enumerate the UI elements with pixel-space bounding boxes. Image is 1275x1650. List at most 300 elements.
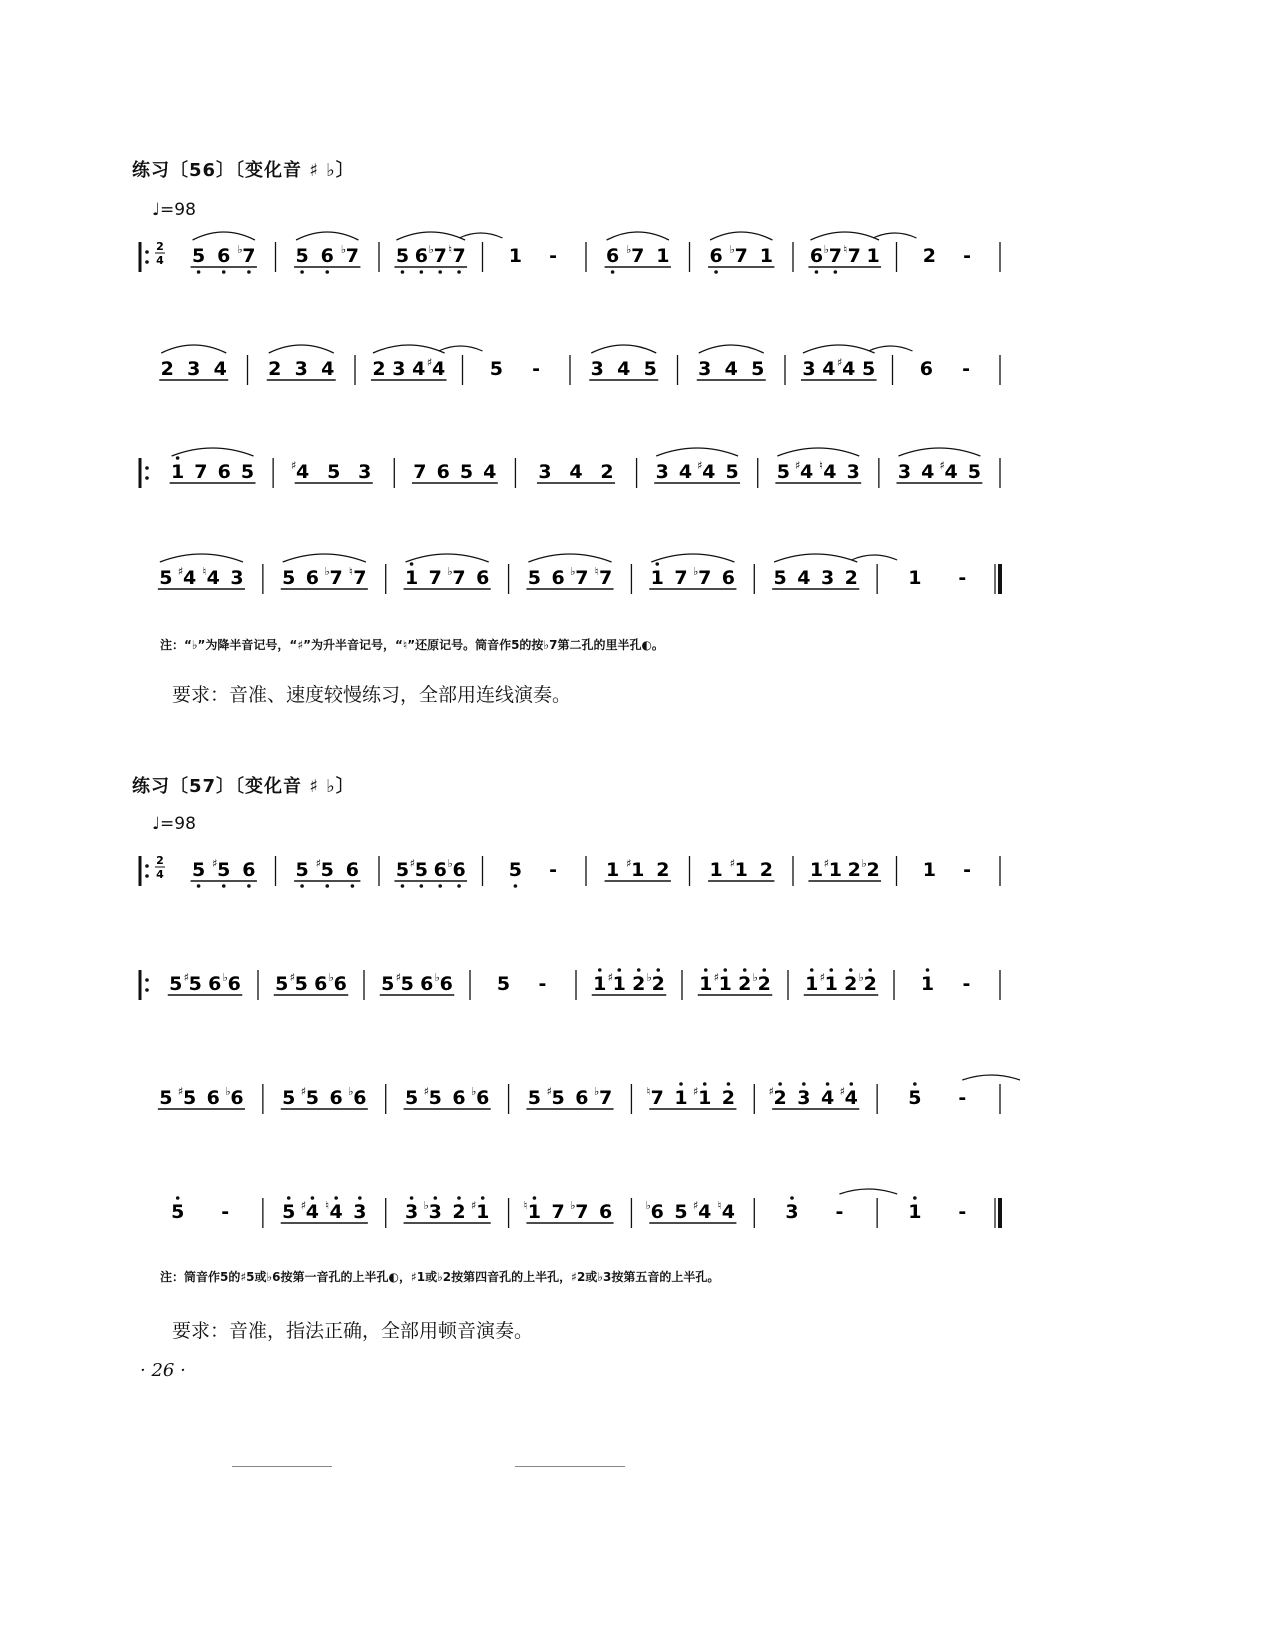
- time-signature-numerator: 2: [156, 854, 164, 867]
- dash-note: -: [549, 859, 558, 881]
- accidental: ♭: [423, 1199, 429, 1212]
- high-octave-dot: [679, 1082, 683, 1086]
- jianpu-note: 5: [275, 973, 289, 995]
- dash-note: -: [549, 245, 558, 267]
- jianpu-note: 6: [476, 1087, 490, 1109]
- accidental: ♯: [626, 857, 632, 870]
- jianpu-note: 6: [305, 567, 320, 589]
- jianpu-note: 4: [329, 1201, 343, 1223]
- jianpu-note: 3: [785, 1201, 799, 1223]
- exercise-57-footnote: 注：筒音作5的♯5或♭6按第一音孔的上半孔◐，♯1或♭2按第四音孔的上半孔，♯2或♭3按第五音的上半孔。: [160, 1270, 720, 1284]
- accidental: ♯: [315, 857, 321, 870]
- high-octave-dot: [410, 1196, 414, 1200]
- jianpu-note: 6: [320, 245, 334, 267]
- high-octave-dot: [778, 1082, 782, 1086]
- jianpu-note: 5: [159, 567, 173, 589]
- accidental: ♯: [300, 1085, 307, 1098]
- high-octave-dot: [802, 1082, 806, 1086]
- jianpu-note: 1: [922, 859, 936, 881]
- jianpu-note: 6: [208, 973, 222, 995]
- jianpu-note: 6: [439, 973, 453, 995]
- accidental: ♭: [471, 1085, 477, 1098]
- jianpu-note: 1: [734, 859, 748, 881]
- accidental: ♯: [395, 971, 401, 984]
- jianpu-note: 1: [908, 567, 922, 589]
- jianpu-note: 1: [920, 973, 935, 995]
- time-signature-numerator: 2: [156, 240, 164, 253]
- accidental: ♭: [570, 1199, 576, 1212]
- jianpu-note: 1: [508, 245, 522, 267]
- jianpu-note: 1: [759, 245, 774, 267]
- accidental: ♮: [448, 243, 453, 256]
- jianpu-note: 5: [327, 461, 341, 483]
- jianpu-note: 5: [773, 567, 787, 589]
- jianpu-note: 3: [698, 358, 712, 380]
- accidental: ♯: [823, 857, 829, 870]
- dash-note: -: [963, 859, 972, 881]
- accidental: ♯: [713, 971, 719, 984]
- low-octave-dot: [401, 884, 405, 888]
- scan-artifact-line: [515, 1466, 625, 1467]
- exercise-56-requirement: 要求：音准、速度较慢练习，全部用连线演奏。: [172, 684, 572, 706]
- tie-arc: [839, 1189, 897, 1194]
- accidental: ♮: [818, 459, 823, 472]
- jianpu-note: 5: [191, 859, 206, 881]
- jianpu-note: 4: [822, 358, 836, 380]
- jianpu-note: 7: [575, 567, 589, 589]
- dash-note: -: [962, 973, 971, 995]
- accidental: ♯: [183, 971, 189, 984]
- jianpu-note: 5: [240, 461, 255, 483]
- jianpu-note: 5: [282, 1087, 296, 1109]
- dash-note: -: [962, 358, 971, 380]
- high-octave-dot: [617, 968, 621, 972]
- time-signature-denominator: 4: [156, 868, 164, 881]
- low-octave-dot: [325, 884, 329, 888]
- jianpu-note: 1: [718, 973, 732, 995]
- accidental: ♭: [340, 243, 347, 256]
- jianpu-note: 3: [392, 358, 406, 380]
- jianpu-note: 3: [797, 1087, 811, 1109]
- accidental: ♭: [222, 971, 228, 984]
- jianpu-note: 5: [295, 859, 309, 881]
- jianpu-note: 4: [842, 358, 856, 380]
- jianpu-note: 6: [433, 859, 447, 881]
- accidental: ♭: [626, 243, 632, 256]
- jianpu-note: 2: [773, 1087, 787, 1109]
- jianpu-note: 7: [650, 1087, 664, 1109]
- exercise-56-footnote: 注：“♭”为降半音记号，“♯”为升半音记号，“♮”还原记号。筒音作5的按♭7第二孔的里半孔◐。: [160, 638, 664, 652]
- jianpu-note: 4: [724, 358, 738, 380]
- accidental: ♮: [348, 565, 353, 578]
- jianpu-note: 5: [967, 461, 981, 483]
- jianpu-note: 6: [452, 1087, 466, 1109]
- accidental: ♭: [645, 1199, 651, 1212]
- high-octave-dot: [704, 968, 708, 972]
- jianpu-note: 5: [496, 973, 511, 995]
- jianpu-note: 3: [590, 358, 604, 380]
- high-octave-dot: [176, 1196, 180, 1200]
- accidental: ♯: [693, 1199, 699, 1212]
- jianpu-note: 7: [413, 461, 427, 483]
- jianpu-note: 2: [847, 859, 861, 881]
- accidental: ♯: [289, 971, 295, 984]
- jianpu-note: 1: [824, 973, 838, 995]
- scan-artifact-line: [232, 1466, 332, 1467]
- accidental: ♮: [594, 565, 599, 578]
- dash-note: -: [958, 1087, 967, 1109]
- jianpu-note: 7: [452, 245, 466, 267]
- accidental: ♯: [546, 1085, 552, 1098]
- jianpu-note: 2: [757, 973, 771, 995]
- accidental: ♯: [794, 459, 801, 472]
- jianpu-note: 3: [655, 461, 669, 483]
- low-octave-dot: [514, 884, 518, 888]
- jianpu-note: 5: [508, 859, 522, 881]
- jianpu-note: 2: [844, 973, 858, 995]
- high-octave-dot: [358, 1196, 362, 1200]
- jianpu-note: 3: [358, 461, 372, 483]
- jianpu-note: 2: [268, 358, 282, 380]
- jianpu-note: 5: [188, 973, 202, 995]
- jianpu-note: 4: [800, 461, 814, 483]
- accidental: ♮: [523, 1199, 528, 1212]
- accidental: ♭: [858, 971, 864, 984]
- jianpu-note: 1: [527, 1201, 542, 1223]
- jianpu-note: 4: [823, 461, 837, 483]
- jianpu-note: 1: [612, 973, 626, 995]
- high-octave-dot: [481, 1196, 485, 1200]
- jianpu-note: 7: [242, 245, 256, 267]
- jianpu-note: 1: [631, 859, 645, 881]
- accidental: ♯: [819, 971, 825, 984]
- jianpu-note: 7: [428, 567, 442, 589]
- dash-note: -: [532, 358, 541, 380]
- jianpu-note: 4: [921, 461, 935, 483]
- dash-note: -: [221, 1201, 230, 1223]
- jianpu-note: 7: [847, 245, 861, 267]
- jianpu-note: 4: [213, 358, 227, 380]
- jianpu-note: 7: [345, 245, 360, 267]
- jianpu-note: 4: [431, 358, 446, 380]
- jianpu-note: 4: [944, 461, 958, 483]
- jianpu-note: 2: [600, 461, 614, 483]
- jianpu-note: 2: [632, 973, 646, 995]
- jianpu-note: 5: [282, 1201, 296, 1223]
- accidental: ♯: [837, 356, 843, 369]
- repeat-dot: [145, 874, 149, 878]
- jianpu-note: 7: [674, 567, 688, 589]
- jianpu-note: 5: [861, 358, 876, 380]
- high-octave-dot: [790, 1196, 794, 1200]
- jianpu-note: 1: [699, 973, 713, 995]
- jianpu-note: 3: [846, 461, 860, 483]
- jianpu-note: 5: [527, 567, 542, 589]
- exercise-56-title: 练习〔56〕〔变化音 ♯ ♭〕: [132, 160, 355, 181]
- high-octave-dot: [311, 1196, 315, 1200]
- high-octave-dot: [723, 968, 727, 972]
- jianpu-note: 3: [897, 461, 912, 483]
- accidental: ♮: [843, 243, 848, 256]
- jianpu-note: 3: [538, 461, 552, 483]
- jianpu-note: 5: [182, 1087, 197, 1109]
- high-octave-dot: [810, 968, 814, 972]
- jianpu-note: 4: [182, 567, 197, 589]
- jianpu-note: 3: [230, 567, 244, 589]
- jianpu-note: 7: [433, 245, 447, 267]
- jianpu-note: 5: [191, 245, 206, 267]
- jianpu-note: 5: [428, 1087, 442, 1109]
- accidental: ♯: [177, 565, 184, 578]
- jianpu-note: 7: [734, 245, 748, 267]
- jianpu-note: 6: [919, 358, 933, 380]
- accidental: ♯: [291, 459, 297, 472]
- jianpu-note: 6: [353, 1087, 367, 1109]
- jianpu-note: 4: [721, 1201, 736, 1223]
- high-octave-dot: [598, 968, 602, 972]
- jianpu-note: 1: [650, 567, 664, 589]
- jianpu-note: 5: [404, 1087, 419, 1109]
- jianpu-note: 1: [828, 859, 842, 881]
- jianpu-note: 5: [908, 1087, 922, 1109]
- accidental: ♮: [646, 1085, 651, 1098]
- jianpu-note: 5: [643, 358, 657, 380]
- jianpu-note: 3: [294, 358, 308, 380]
- jianpu-note: 2: [759, 859, 774, 881]
- jianpu-note: 5: [282, 567, 296, 589]
- jianpu-note: 4: [844, 1087, 858, 1109]
- accidental: ♯: [423, 1085, 429, 1098]
- accidental: ♭: [328, 971, 334, 984]
- jianpu-note: 5: [751, 358, 765, 380]
- jianpu-note: 5: [395, 859, 410, 881]
- accidental: ♮: [717, 1199, 722, 1212]
- jianpu-note: 7: [329, 567, 343, 589]
- jianpu-note: 2: [922, 245, 936, 267]
- high-octave-dot: [533, 1196, 537, 1200]
- jianpu-note: 5: [295, 245, 309, 267]
- jianpu-note: 6: [227, 973, 241, 995]
- jianpu-note: 1: [709, 859, 723, 881]
- jianpu-note: 2: [844, 567, 858, 589]
- high-octave-dot: [287, 1196, 291, 1200]
- repeat-dot: [145, 988, 149, 992]
- dash-note: -: [835, 1201, 844, 1223]
- jianpu-note: 1: [476, 1201, 490, 1223]
- accidental: ♭: [729, 243, 735, 256]
- jianpu-note: 5: [217, 859, 231, 881]
- jianpu-note: 7: [551, 1201, 565, 1223]
- jianpu-note: 6: [575, 1087, 589, 1109]
- jianpu-note: 5: [400, 973, 414, 995]
- jianpu-note: 6: [314, 973, 328, 995]
- jianpu-note: 3: [428, 1201, 442, 1223]
- accidental: ♭: [570, 565, 576, 578]
- jianpu-note: 6: [414, 245, 428, 267]
- accidental: ♯: [409, 857, 415, 870]
- accidental: ♯: [607, 971, 613, 984]
- accidental: ♭: [447, 565, 453, 578]
- jianpu-note: 3: [820, 567, 835, 589]
- accidental: ♯: [839, 1085, 845, 1098]
- high-octave-dot: [334, 1196, 338, 1200]
- jianpu-note: 6: [206, 1087, 220, 1109]
- accidental: ♯: [768, 1085, 774, 1098]
- high-octave-dot: [433, 1196, 437, 1200]
- jianpu-note: 2: [372, 358, 386, 380]
- jianpu-note: 5: [527, 1087, 542, 1109]
- jianpu-note: 2: [721, 1087, 736, 1109]
- low-octave-dot: [197, 884, 201, 888]
- accidental: ♯: [177, 1085, 184, 1098]
- jianpu-note: 1: [698, 1087, 712, 1109]
- jianpu-note: 5: [171, 1201, 185, 1223]
- high-octave-dot: [656, 968, 660, 972]
- accidental: ♭: [693, 565, 699, 578]
- jianpu-note: 6: [436, 461, 450, 483]
- jianpu-note: 1: [674, 1087, 688, 1109]
- jianpu-note: 4: [702, 461, 716, 483]
- jianpu-note: 5: [551, 1087, 565, 1109]
- jianpu-note: 6: [709, 245, 723, 267]
- high-octave-dot: [913, 1082, 917, 1086]
- accidental: ♭: [225, 1085, 231, 1098]
- jianpu-note: 6: [551, 567, 565, 589]
- jianpu-note: 5: [294, 973, 308, 995]
- accidental: ♭: [823, 243, 829, 256]
- jianpu-note: 4: [617, 358, 631, 380]
- jianpu-note: 7: [698, 567, 712, 589]
- dash-note: -: [958, 1201, 967, 1223]
- jianpu-note: 6: [650, 1201, 664, 1223]
- high-octave-dot: [743, 968, 747, 972]
- jianpu-note: 2: [656, 859, 670, 881]
- jianpu-note: 1: [908, 1201, 922, 1223]
- jianpu-note: 4: [820, 1087, 835, 1109]
- jianpu-note: 1: [605, 859, 620, 881]
- high-octave-dot: [868, 968, 872, 972]
- jianpu-note: 6: [329, 1087, 343, 1109]
- accidental: ♮: [202, 565, 207, 578]
- high-octave-dot: [727, 1082, 731, 1086]
- jianpu-note: 4: [206, 567, 220, 589]
- accidental: ♭: [447, 857, 453, 870]
- jianpu-note: 4: [305, 1201, 320, 1223]
- accidental: ♭: [646, 971, 652, 984]
- jianpu-note: 5: [395, 245, 410, 267]
- high-octave-dot: [703, 1082, 707, 1086]
- jianpu-note: 5: [159, 1087, 173, 1109]
- high-octave-dot: [826, 1082, 830, 1086]
- jianpu-note: 1: [404, 567, 419, 589]
- jianpu-note: 1: [866, 245, 880, 267]
- jianpu-note: 4: [797, 567, 811, 589]
- jianpu-note: 7: [598, 1087, 613, 1109]
- jianpu-note: 7: [828, 245, 842, 267]
- accidental: ♭: [237, 243, 243, 256]
- repeat-dot: [145, 978, 149, 982]
- jianpu-note: 6: [217, 461, 231, 483]
- accidental: ♭: [752, 971, 758, 984]
- accidental: ♭: [434, 971, 440, 984]
- jianpu-note: 5: [725, 461, 739, 483]
- dash-note: -: [963, 245, 972, 267]
- jianpu-note: 5: [459, 461, 474, 483]
- jianpu-note: 3: [187, 358, 201, 380]
- high-octave-dot: [849, 1082, 853, 1086]
- high-octave-dot: [457, 1196, 461, 1200]
- accidental: ♭: [348, 1085, 354, 1098]
- jianpu-note: 2: [651, 973, 665, 995]
- jianpu-note: 2: [863, 973, 877, 995]
- jianpu-note: 4: [678, 461, 693, 483]
- jianpu-note: 7: [452, 567, 466, 589]
- jianpu-note: 6: [345, 859, 360, 881]
- jianpu-note: 5: [776, 461, 790, 483]
- jianpu-note: 7: [194, 461, 208, 483]
- accidental: ♭: [861, 857, 867, 870]
- jianpu-note: 2: [452, 1201, 466, 1223]
- low-octave-dot: [438, 884, 442, 888]
- jianpu-note: 4: [483, 461, 497, 483]
- exercise-57-title: 练习〔57〕〔变化音 ♯ ♭〕: [132, 776, 355, 797]
- dash-note: -: [538, 973, 547, 995]
- accidental: ♮: [325, 1199, 330, 1212]
- jianpu-note: 6: [598, 1201, 613, 1223]
- tie-arc: [962, 1075, 1020, 1080]
- accidental: ♯: [300, 1199, 307, 1212]
- low-octave-dot: [300, 884, 304, 888]
- accidental: ♯: [426, 356, 433, 369]
- high-octave-dot: [849, 968, 853, 972]
- jianpu-note: 6: [809, 245, 824, 267]
- page-number: · 26 ·: [140, 1360, 186, 1381]
- accidental: ♯: [693, 1085, 699, 1098]
- jianpu-note: 1: [809, 859, 824, 881]
- repeat-dot: [145, 864, 149, 868]
- accidental: ♯: [939, 459, 945, 472]
- low-octave-dot: [351, 884, 355, 888]
- jianpu-note: 5: [381, 973, 395, 995]
- accidental: ♭: [428, 243, 434, 256]
- jianpu-note: 6: [476, 567, 490, 589]
- jianpu-note: 6: [333, 973, 347, 995]
- high-octave-dot: [829, 968, 833, 972]
- accidental: ♯: [729, 857, 735, 870]
- jianpu-note: 4: [321, 358, 335, 380]
- jianpu-note: 2: [738, 973, 752, 995]
- accidental: ♭: [593, 1085, 600, 1098]
- jianpu-note: 3: [802, 358, 816, 380]
- exercise-57-requirement: 要求：音准，指法正确，全部用顿音演奏。: [172, 1320, 534, 1342]
- jianpu-note: 4: [569, 461, 583, 483]
- jianpu-note: 7: [353, 567, 367, 589]
- accidental: ♯: [212, 857, 218, 870]
- accidental: ♯: [471, 1199, 477, 1212]
- jianpu-note: 1: [805, 973, 819, 995]
- high-octave-dot: [762, 968, 766, 972]
- dash-note: -: [958, 567, 967, 589]
- jianpu-note: 6: [217, 245, 231, 267]
- jianpu-note: 4: [296, 461, 310, 483]
- jianpu-note: 1: [593, 973, 607, 995]
- low-octave-dot: [457, 884, 461, 888]
- jianpu-note: 7: [598, 567, 613, 589]
- jianpu-note: 1: [171, 461, 185, 483]
- jianpu-note: 3: [353, 1201, 367, 1223]
- high-octave-dot: [637, 968, 641, 972]
- jianpu-note: 6: [420, 973, 434, 995]
